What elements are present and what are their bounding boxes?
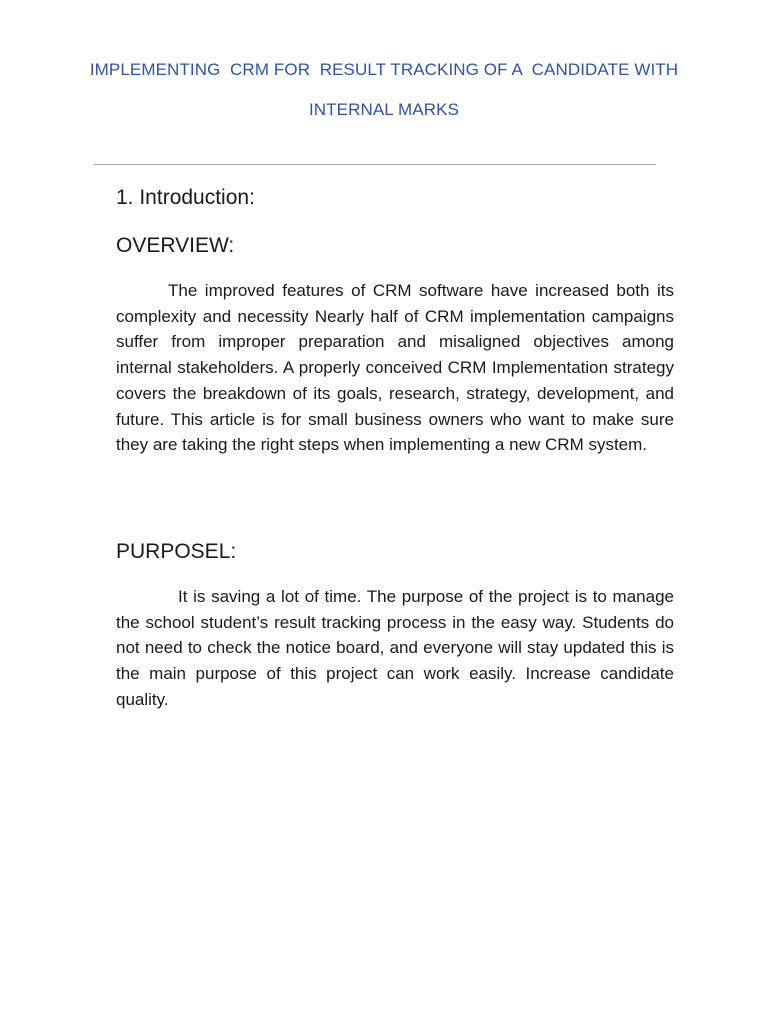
overview-paragraph: The improved features of CRM software have increased both its complexity and necessity Nearly half of CRM implementation campaigns suffer from improper preparation and misaligned objectives among internal stakeholders. A properly conceived CRM Implementation strategy covers the breakdown of its goals, research, strategy, development, and future. This article is for small business owners who want to make sure they are taking the right steps when implementing a new CRM system.	[116, 281, 674, 455]
document-title-line-2: INTERNAL MARKS	[308, 100, 460, 119]
title-divider	[93, 164, 656, 165]
purpose-heading: PURPOSEL:	[116, 540, 237, 563]
section-heading-introduction: 1. Introduction:	[116, 186, 255, 209]
document-title-line-1: IMPLEMENTING CRM FOR RESULT TRACKING OF A CANDIDATE WITH	[89, 60, 679, 79]
purpose-paragraph: It is saving a lot of time. The purpose of the project is to manage the school student’s result tracking process in the easy way. Students do not need to check the notice board, and everyone will stay updated this is the main purpose of this project can work easily. Increase candidate quality.	[116, 587, 674, 709]
overview-heading: OVERVIEW:	[116, 234, 235, 257]
